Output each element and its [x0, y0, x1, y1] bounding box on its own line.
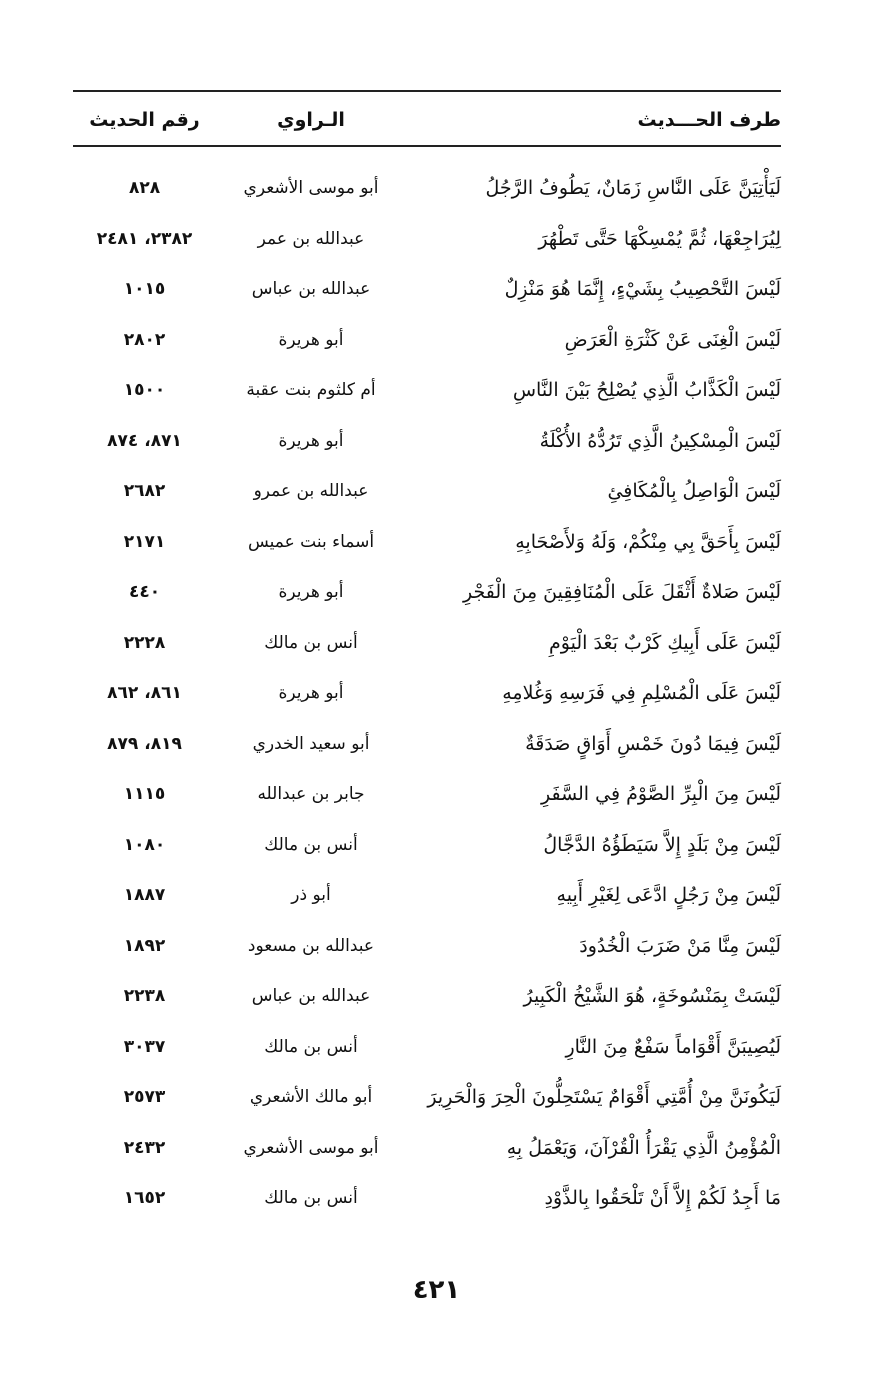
hadith-text: لَيْسَ عَلَى أَبِيكِ كَرْبٌ بَعْدَ الْيَوْمِ: [549, 631, 781, 654]
rawi-header-label: الـراوي: [277, 109, 345, 131]
table-row: [73, 1022, 781, 1073]
rawi-name: أبو موسى الأشعري: [243, 1137, 379, 1158]
hadith-text: مَا أَجِدُ لَكُمْ إِلاَّ أَنْ تَلْحَقُوا بِالذَّوْدِ: [544, 1187, 781, 1210]
rawi-name-cell: [206, 365, 416, 416]
hadith-text: لَيْسَ الْوَاصِلُ بِالْمُكَافِئِ: [607, 480, 781, 503]
hadith-number-cell: [73, 719, 216, 770]
table-row: [73, 517, 781, 568]
rawi-name: أنس بن مالك: [264, 1036, 358, 1057]
rawi-name-cell: [206, 870, 416, 921]
table-row: [73, 1072, 781, 1123]
rawi-name-cell: [206, 1072, 416, 1123]
rawi-name-cell: [206, 517, 416, 568]
hadith-column-header: [451, 98, 781, 142]
hadith-number: ١٠١٥: [123, 279, 166, 300]
table-row: [73, 1173, 781, 1224]
hadith-text-cell: [451, 921, 781, 972]
rawi-name: أبو مالك الأشعري: [249, 1087, 373, 1108]
rawi-name: عبدالله بن عباس: [251, 279, 371, 300]
hadith-text: لَيْسَ مِنَّا مَنْ ضَرَبَ الْخُدُودَ: [579, 934, 781, 957]
hadith-number: ١٥٠٠: [123, 380, 166, 401]
hadith-text: الْمُؤْمِنُ الَّذِي يَقْرَأُ الْقُرْآنَ، وَيَعْمَلُ بِهِ: [506, 1136, 781, 1159]
hadith-number-cell: [73, 365, 216, 416]
hadith-number-cell: [73, 517, 216, 568]
rawi-name: أم كلثوم بنت عقبة: [246, 380, 376, 401]
hadith-number: ٨٧١، ٨٧٤: [107, 430, 182, 451]
hadith-number: ٢٢٣٨: [123, 986, 166, 1007]
hadith-number: ٨٢٨: [128, 178, 161, 199]
number-column-header: [73, 98, 216, 142]
table-row: [73, 618, 781, 669]
rawi-name-cell: [206, 264, 416, 315]
hadith-text: لَيْسَ مِنْ رَجُلٍ ادَّعَى لِغَيْرِ أَبِيهِ: [556, 884, 781, 907]
rawi-name-cell: [206, 416, 416, 467]
rawi-name: أبو هريرة: [278, 430, 344, 451]
rawi-name-cell: [206, 1173, 416, 1224]
rawi-name: عبدالله بن عمر: [257, 228, 365, 249]
hadith-index-table: [73, 163, 781, 1224]
hadith-number: ١٦٥٢: [123, 1188, 166, 1209]
table-row: [73, 870, 781, 921]
hadith-number: ٢٤٣٢: [123, 1137, 166, 1158]
hadith-number-cell: [73, 1022, 216, 1073]
rawi-name: أبو هريرة: [278, 329, 344, 350]
rawi-name-cell: [206, 163, 416, 214]
table-row: [73, 315, 781, 366]
rawi-name-cell: [206, 618, 416, 669]
table-row: [73, 365, 781, 416]
table-row: [73, 921, 781, 972]
hadith-text: لَيْسَ مِنْ بَلَدٍ إِلاَّ سَيَطَؤُهُ الدَّجَّالُ: [543, 833, 781, 856]
hadith-text: لَيْسَ الْمِسْكِينُ الَّذِي تَرُدُّهُ الأُكْلَةُ: [539, 429, 781, 452]
hadith-text: لَيْسَ الْغِنَى عَنْ كَثْرَةِ الْعَرَضِ: [564, 328, 781, 351]
header-top-rule: [73, 90, 781, 92]
rawi-name: عبدالله بن عمرو: [253, 481, 369, 502]
hadith-header-label: طرف الحـــديث: [637, 109, 781, 131]
hadith-number: ١٨٩٢: [123, 935, 166, 956]
hadith-text-cell: [451, 870, 781, 921]
hadith-text: لَيْسَ فِيمَا دُونَ خَمْسِ أَوَاقٍ صَدَقَةٌ: [525, 732, 781, 755]
rawi-name-cell: [206, 1123, 416, 1174]
hadith-text: لَيْسَ مِنَ الْبِرِّ الصَّوْمُ فِي السَّفَرِ: [540, 783, 781, 806]
hadith-number: ٢٦٨٢: [123, 481, 166, 502]
rawi-column-header: [206, 98, 416, 142]
hadith-number-cell: [73, 1123, 216, 1174]
table-row: [73, 1123, 781, 1174]
rawi-name: عبدالله بن عباس: [251, 986, 371, 1007]
hadith-text-cell: [451, 365, 781, 416]
rawi-name: أبو هريرة: [278, 582, 344, 603]
hadith-text: لَيْسَ بِأَحَقَّ بِي مِنْكُمْ، وَلَهُ وَلأَصْحَابِهِ: [515, 530, 781, 553]
rawi-name-cell: [206, 769, 416, 820]
table-row: [73, 971, 781, 1022]
rawi-name: جابر بن عبدالله: [257, 784, 365, 805]
hadith-number-cell: [73, 921, 216, 972]
rawi-name-cell: [206, 719, 416, 770]
hadith-number-cell: [73, 820, 216, 871]
hadith-text-cell: [451, 517, 781, 568]
hadith-text-cell: [451, 971, 781, 1022]
hadith-number: ٣٠٣٧: [123, 1036, 166, 1057]
rawi-name-cell: [206, 567, 416, 618]
hadith-number: ٢٢٢٨: [123, 632, 166, 653]
table-row: [73, 668, 781, 719]
hadith-number-cell: [73, 214, 216, 265]
hadith-text-cell: [451, 719, 781, 770]
hadith-number-cell: [73, 618, 216, 669]
hadith-text-cell: [451, 466, 781, 517]
hadith-text-cell: [451, 214, 781, 265]
hadith-number-cell: [73, 971, 216, 1022]
hadith-text-cell: [451, 1173, 781, 1224]
hadith-text: لَيْسَ التَّحْصِيبُ بِشَيْءٍ، إِنَّمَا هُوَ مَنْزِلٌ: [504, 278, 781, 301]
table-row: [73, 214, 781, 265]
page-number: ٤٢١: [412, 1275, 461, 1305]
hadith-text-cell: [451, 416, 781, 467]
rawi-name: أبو موسى الأشعري: [243, 178, 379, 199]
hadith-text: لَيُصِيبَنَّ أَقْوَاماً سَفْعٌ مِنَ النَّارِ: [565, 1035, 781, 1058]
number-header-label: رقم الحديث: [89, 109, 200, 131]
hadith-text-cell: [451, 618, 781, 669]
table-row: [73, 820, 781, 871]
rawi-name: أنس بن مالك: [264, 632, 358, 653]
hadith-text-cell: [451, 1022, 781, 1073]
hadith-text-cell: [427, 1072, 781, 1123]
rawi-name-cell: [206, 820, 416, 871]
hadith-number-cell: [73, 668, 216, 719]
hadith-number-cell: [73, 870, 216, 921]
hadith-number-cell: [73, 315, 216, 366]
table-header: [73, 98, 781, 142]
rawi-name-cell: [206, 315, 416, 366]
hadith-text-cell: [451, 769, 781, 820]
hadith-text-cell: [451, 315, 781, 366]
table-row: [73, 163, 781, 214]
hadith-number: ٢١٧١: [123, 531, 166, 552]
hadith-text-cell: [451, 820, 781, 871]
hadith-number-cell: [73, 264, 216, 315]
hadith-number: ١٠٨٠: [123, 834, 166, 855]
hadith-number-cell: [73, 769, 216, 820]
hadith-number-cell: [73, 1072, 216, 1123]
hadith-text: لَيَكُونَنَّ مِنْ أُمَّتِي أَقْوَامٌ يَسْتَحِلُّونَ الْحِرَ وَالْحَرِيرَ: [427, 1086, 781, 1109]
rawi-name: أنس بن مالك: [264, 1188, 358, 1209]
rawi-name: أبو سعيد الخدري: [252, 733, 370, 754]
hadith-text: لَيْسَ الْكَذَّابُ الَّذِي يُصْلِحُ بَيْنَ النَّاسِ: [512, 379, 781, 402]
hadith-text: لَيْسَ صَلاةٌ أَثْقَلَ عَلَى الْمُنَافِقِينَ مِنَ الْفَجْرِ: [463, 581, 781, 604]
hadith-number: ١٨٨٧: [123, 885, 166, 906]
table-row: [73, 264, 781, 315]
hadith-number: ٨٦١، ٨٦٢: [107, 683, 182, 704]
rawi-name-cell: [206, 1022, 416, 1073]
rawi-name-cell: [206, 971, 416, 1022]
hadith-number: ٢٣٨٢، ٢٤٨١: [96, 228, 193, 249]
table-row: [73, 719, 781, 770]
table-row: [73, 416, 781, 467]
rawi-name: أبو ذر: [291, 885, 331, 906]
hadith-number: ٤٤٠: [128, 582, 161, 603]
rawi-name: أسماء بنت عميس: [247, 531, 375, 552]
table-row: [73, 466, 781, 517]
hadith-number: ٢٨٠٢: [123, 329, 166, 350]
rawi-name: عبدالله بن مسعود: [247, 935, 375, 956]
rawi-name-cell: [206, 214, 416, 265]
rawi-name: أنس بن مالك: [264, 834, 358, 855]
header-bottom-rule: [73, 145, 781, 147]
rawi-name-cell: [206, 921, 416, 972]
hadith-text: لَيْسَ عَلَى الْمُسْلِمِ فِي فَرَسِهِ وَغُلامِهِ: [502, 682, 781, 705]
hadith-number: ٢٥٧٣: [123, 1087, 166, 1108]
hadith-text: لَيْسَتْ بِمَنْسُوخَةٍ، هُوَ الشَّيْخُ الْكَبِيرُ: [523, 985, 781, 1008]
hadith-number: ١١١٥: [123, 784, 166, 805]
hadith-number-cell: [73, 567, 216, 618]
rawi-name: أبو هريرة: [278, 683, 344, 704]
hadith-number-cell: [73, 416, 216, 467]
rawi-name-cell: [206, 668, 416, 719]
hadith-text-cell: [451, 567, 781, 618]
table-row: [73, 769, 781, 820]
hadith-number-cell: [73, 466, 216, 517]
table-row: [73, 567, 781, 618]
hadith-text-cell: [451, 163, 781, 214]
hadith-number-cell: [73, 163, 216, 214]
hadith-text-cell: [451, 668, 781, 719]
hadith-number-cell: [73, 1173, 216, 1224]
hadith-number: ٨١٩، ٨٧٩: [107, 733, 182, 754]
hadith-text-cell: [451, 264, 781, 315]
hadith-text-cell: [451, 1123, 781, 1174]
hadith-text: لِيُرَاجِعْهَا، ثُمَّ يُمْسِكْهَا حَتَّى تَطْهُرَ: [538, 227, 781, 250]
rawi-name-cell: [206, 466, 416, 517]
hadith-text: لَيَأْتِيَنَّ عَلَى النَّاسِ زَمَانٌ، يَطُوفُ الرَّجُلُ: [485, 177, 781, 200]
